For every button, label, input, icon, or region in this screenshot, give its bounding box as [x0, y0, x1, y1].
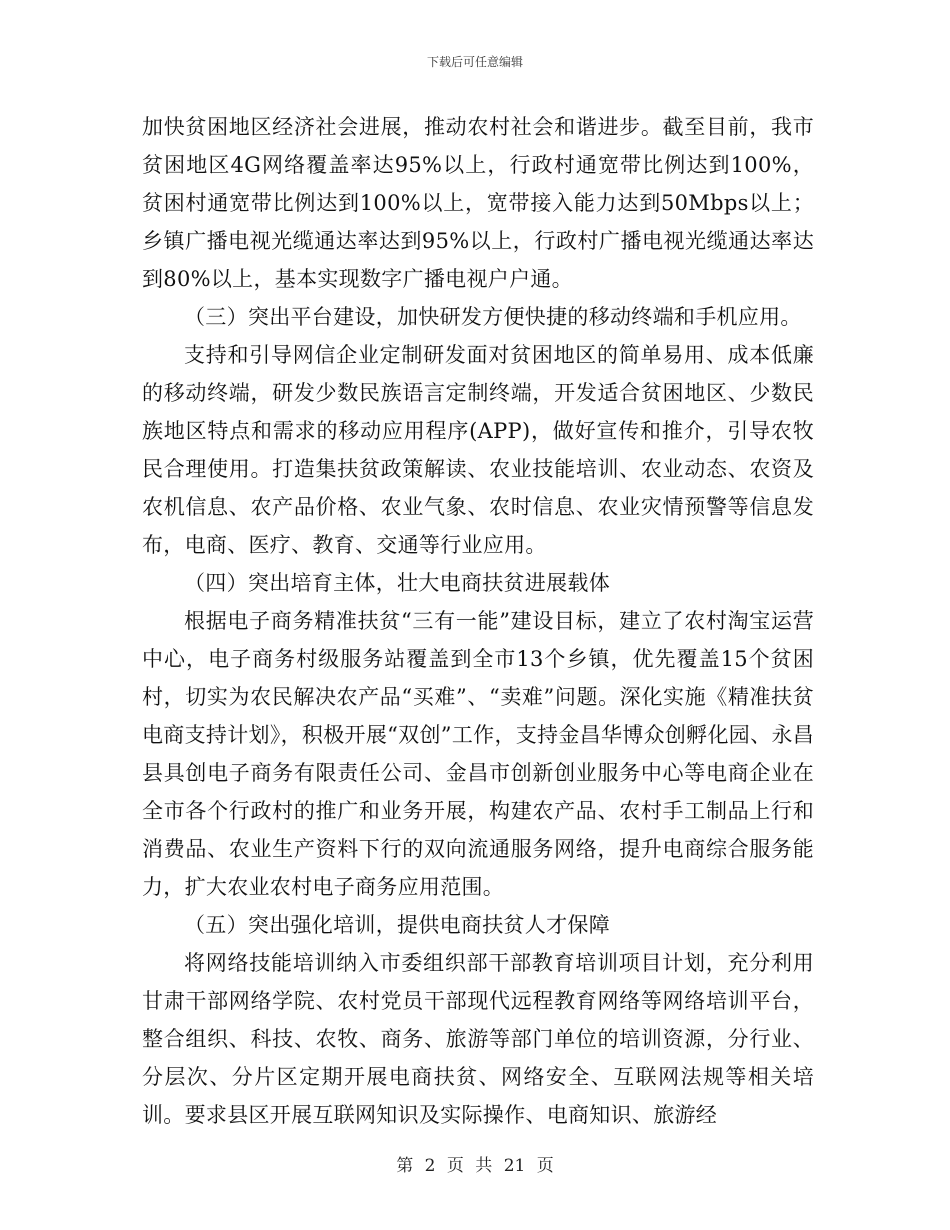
page-header-note: 下载后可任意编辑: [426, 55, 523, 69]
paragraph-training: 将网络技能培训纳入市委组织部干部教育培训项目计划，充分利用甘肃干部网络学院、农村党员干部现代远程教育网络等网络培训平台，整合组织、科技、农牧、商务、旅游等部门单位的培训资源，分行业、分层次、分片区定期开展电商扶贫、网络安全、互联网法规等相关培训。要求县区开展互联网知识及实际操作、电商知识、旅游经: [142, 951, 814, 1127]
section-heading-4: （四）突出培育主体，壮大电商扶贫进展载体: [184, 571, 610, 595]
paragraph-continued: 加快贫困地区经济社会进展，推动农村社会和谐进步。截至目前，我市贫困地区4G网络覆盖率达95%以上，行政村通宽带比例达到100%，贫困村通宽带比例达到100%以上，宽带接入能力达到50Mbps以上；乡镇广播电视光缆通达率达到95%以上，行政村广播电视光缆通达率达到80%以上，基本实现数字广播电视户户通。: [142, 115, 814, 291]
section-heading-5: （五）突出强化培训，提供电商扶贫人才保障: [184, 913, 610, 937]
page-number: 第 2 页 共 21 页: [396, 1156, 554, 1176]
section-heading-3: （三）突出平台建设，加快研发方便快捷的移动终端和手机应用。: [184, 305, 802, 329]
document-body: [142, 108, 814, 1134]
paragraph-ecommerce: 根据电子商务精准扶贫“三有一能”建设目标，建立了农村淘宝运营中心，电子商务村级服务站覆盖到全市13个乡镇，优先覆盖15个贫困村，切实为农民解决农产品“买难”、“卖难”问题。深化实施《精准扶贫电商支持计划》，积极开展“双创”工作，支持金昌华博众创孵化园、永昌县具创电子商务有限责任公司、金昌市创新创业服务中心等电商企业在全市各个行政村的推广和业务开展，构建农产品、农村手工制品上行和消费品、农业生产资料下行的双向流通服务网络，提升电商综合服务能力，扩大农业农村电子商务应用范围。: [142, 609, 814, 899]
paragraph-platform: 支持和引导网信企业定制研发面对贫困地区的简单易用、成本低廉的移动终端，研发少数民族语言定制终端，开发适合贫困地区、少数民族地区特点和需求的移动应用程序(APP)，做好宣传和推介，引导农牧民合理使用。打造集扶贫政策解读、农业技能培训、农业动态、农资及农机信息、农产品价格、农业气象、农时信息、农业灾情预警等信息发布，电商、医疗、教育、交通等行业应用。: [142, 343, 814, 557]
